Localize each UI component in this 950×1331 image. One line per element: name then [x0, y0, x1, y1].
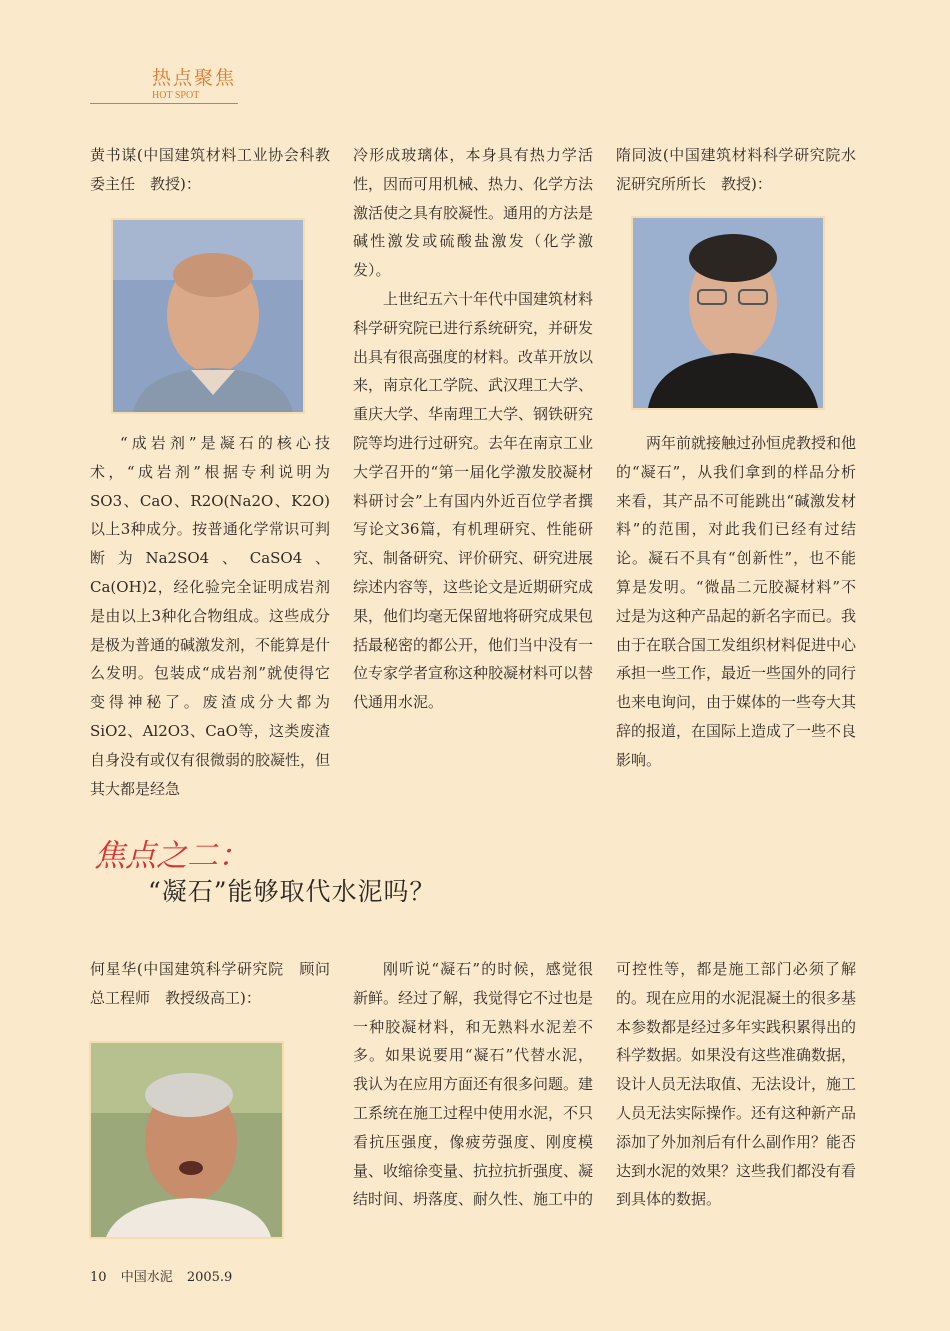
column-1-section2	[90, 955, 330, 1013]
speaker-name: 黄书谋(中国建筑材料工业协会科教委主任 教授)：	[90, 146, 330, 193]
paragraph: “成岩剂”是凝石的核心技术，“成岩剂”根据专利说明为SO3、CaO、R2O(Na2O、K2O)以上3种成分。按普通化学常识可判断为Na2SO4、CaSO4、Ca(OH)2，经化验完全证明成岩剂是由以上3种化合物组成。这些成分是极为普通的碱激发剂，不能算是什么发明。包装成“成岩剂”就使得它变得神秘了。废渣成分大都为SiO2、Al2O3、CaO等，这类废渣自身没有或仅有很微弱的胶凝性，但其大都是经急	[90, 434, 331, 798]
portrait-photo-huang	[113, 220, 303, 412]
issue-date: 2005.9	[186, 1270, 233, 1285]
paragraph: 两年前就接触过孙恒虎教授和他的“凝石”，从我们拿到的样品分析来看，其产品不可能跳出“碱激发材料”的范围，对此我们已经有过结论。凝石不具有“创新性”，也不能算是发明。“微晶二元胶凝材料”不过是为这种产品起的新名字而已。我由于在联合国工发组织材料促进中心承担一些工作，最近一些国外的同行也来电询问，由于媒体的一些夸大其辞的报道，在国际上造成了一些不良影响。	[616, 434, 857, 769]
section-header	[90, 66, 238, 104]
column-2-section2	[353, 955, 593, 1214]
portrait-photo-he	[91, 1043, 282, 1237]
portrait-photo-sui	[633, 218, 823, 408]
focus-label: 焦点之二：	[94, 838, 249, 874]
speaker-name: 何星华(中国建筑科学研究院 顾问总工程师 教授级高工)：	[90, 960, 330, 1007]
column-3-body	[616, 429, 856, 775]
column-3-top	[616, 141, 856, 199]
column-1-body	[90, 429, 330, 803]
column-3-section2	[616, 955, 856, 1214]
page-footer	[90, 1266, 242, 1285]
header-rule	[90, 103, 238, 104]
column-2	[353, 141, 593, 717]
focus-title: “凝石”能够取代水泥吗？	[148, 877, 436, 906]
paragraph: 上世纪五六十年代中国建筑材料科学研究院已进行系统研究，并研发出具有很高强度的材料。改革开放以来，南京化工学院、武汉理工大学、重庆大学、华南理工大学、钢铁研究院等均进行过研究。去年在南京工业大学召开的“第一届化学激发胶凝材料研讨会”上有国内外近百位学者撰写论文36篇，有机理研究、性能研究、制备研究、评价研究、研究进展综述内容等，这些论文是近期研究成果，他们均毫无保留地将研究成果包括最秘密的都公开，他们当中没有一位专家学者宣称这种胶凝材料可以替代通用水泥。	[353, 289, 594, 712]
speaker-name: 隋同波(中国建筑材料科学研究院水泥研究所所长 教授)：	[616, 146, 856, 193]
column-1-top	[90, 141, 330, 199]
paragraph: 冷形成玻璃体，本身具有热力学活性，因而可用机械、热力、化学方法激活使之具有胶凝性。通用的方法是碱性激发或硫酸盐激发（化学激发）。	[353, 146, 594, 280]
header-title-zh: 热点聚焦	[152, 67, 237, 89]
header-title-en: HOT SPOT	[152, 90, 200, 101]
journal-name: 中国水泥	[120, 1270, 173, 1285]
page-number: 10	[90, 1270, 107, 1285]
paragraph: 可控性等，都是施工部门必须了解的。现在应用的水泥混凝土的很多基本参数都是经过多年实践积累得出的科学数据。如果没有这些准确数据，设计人员无法取值、无法设计，施工人员无法实际操作。还有这种新产品添加了外加剂后有什么副作用？能否达到水泥的效果？这些我们都没有看到具体的数据。	[616, 960, 857, 1209]
paragraph: 刚听说“凝石”的时候，感觉很新鲜。经过了解，我觉得它不过也是一种胶凝材料，和无熟料水泥差不多。如果说要用“凝石”代替水泥，我认为在应用方面还有很多问题。建工系统在施工过程中使用水泥，不只看抗压强度，像疲劳强度、刚度模量、收缩徐变量、抗拉抗折强度、凝结时间、坍落度、耐久性、施工中的	[353, 960, 594, 1209]
